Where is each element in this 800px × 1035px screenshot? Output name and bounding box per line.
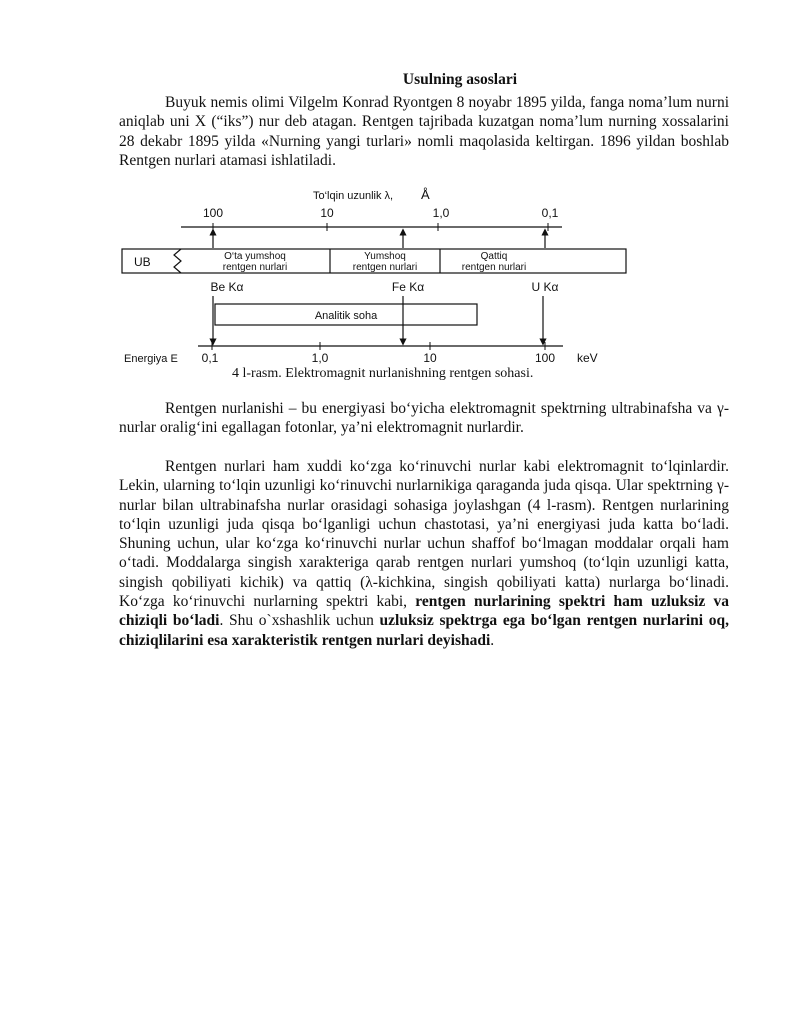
angstrom-unit: Å <box>421 187 430 202</box>
intro-paragraph <box>119 93 729 170</box>
region-ultrasoft-label: rentgen nurlari <box>222 262 288 273</box>
region-hard-label: rentgen nurlari <box>461 262 527 273</box>
main-text-end: . <box>490 631 495 649</box>
analytic-region-label: Analitik soha <box>314 310 378 322</box>
region-hard-label: Qattiq <box>480 251 508 262</box>
wavelength-tick-label: 100 <box>202 206 224 220</box>
energy-tick-label: 0,1 <box>201 351 219 365</box>
main-text-continued: . Shu o`xshashlik uchun <box>219 612 374 630</box>
xray-spectrum-figure <box>0 180 800 380</box>
region-ultrasoft-label: O‘ta yumshoq <box>224 251 286 262</box>
bold-statement: rentgen nurlarining spektri ham uzluksiz va chiziqli bo‘ladi <box>119 593 729 630</box>
energy-unit: keV <box>577 351 598 365</box>
bold-statement: uzluksiz spektrga ega bo‘lgan rentgen nurlarini oq, chiziqlilarini esa xarakteristik rentgen nurlari deyishadi <box>119 612 729 649</box>
ub-label: UB <box>134 255 151 269</box>
wavelength-tick-label: 1,0 <box>432 206 450 220</box>
definition-paragraph <box>119 399 729 438</box>
ub-boundary-zigzag <box>174 249 181 273</box>
line-label-u: U Kα <box>531 280 559 294</box>
region-soft-label: rentgen nurlari <box>352 262 418 273</box>
energy-axis-label: Energiya E <box>124 353 178 365</box>
energy-tick-label: 1,0 <box>311 351 329 365</box>
line-label-be: Be Kα <box>210 280 244 294</box>
intro-text: Buyuk nemis olimi Vilgelm Konrad Ryontgen 8 noyabr 1895 yilda, fanga noma’lum nurni aniqlab uni X (“iks”) nur deb atagan. Rentgen tajribada kuzatgan noma’lum nurning xossalarini 28 dekabr 1895 yilda «Nurning yangi turlari» nomli maqolasida keltirgan. 1896 yildan boshlab Rentgen nurlari atamasi ishlatiladi. <box>119 94 729 169</box>
figure-caption: 4 l-rasm. Elektromagnit nurlanishning rentgen sohasi. <box>232 366 534 381</box>
wavelength-tick-label: 10 <box>320 206 334 220</box>
section-title: Usulning asoslari <box>402 71 518 88</box>
energy-tick-label: 10 <box>423 351 437 365</box>
energy-tick-label: 100 <box>534 351 556 365</box>
wavelength-axis-label: To‘lqin uzunlik λ, <box>313 190 394 202</box>
wavelength-tick-label: 0,1 <box>541 206 559 220</box>
main-text: Rentgen nurlari ham xuddi ko‘zga ko‘rinuvchi nurlar kabi elektromagnit to‘lqinlardir. Lekin, ularning to‘lqin uzunligi ko‘rinuvchi nurlarnikiga qaraganda juda qisqa. Ular spektrning γ-nurlar bilan ultrabinafsha nurlar orasidagi sohasiga joylashgan (4 l-rasm). Rentgen nurlarining to‘lqin uzunligi juda qisqa bo‘lganligi uchun chastotasi, ya’ni energiyasi juda katta bo‘ladi. Shuning uchun, ular ko‘zga ko‘rinuvchi nurlar uchun shaffof bo‘lmagan moddalar orqali ham o‘tadi. Moddalarga singish xarakteriga qarab rentgen nurlari yumshoq (to‘lqin uzunligi katta, singish qobiliyati kichik) va qattiq (λ-kichkina, singish qobiliyati katta) nurlarga bo‘linadi. Ko‘zga ko‘rinuvchi nurlarning spektri kabi, <box>119 458 729 611</box>
definition-text: Rentgen nurlanishi – bu energiyasi bo‘yicha elektromagnit spektrning ultrabinafsha va γ-nurlar oralig‘ini egallagan fotonlar, ya’ni elektromagnit nurlardir. <box>119 400 729 437</box>
line-label-fe: Fe Kα <box>391 280 425 294</box>
region-soft-label: Yumshoq <box>364 251 406 262</box>
main-paragraph <box>119 457 729 650</box>
